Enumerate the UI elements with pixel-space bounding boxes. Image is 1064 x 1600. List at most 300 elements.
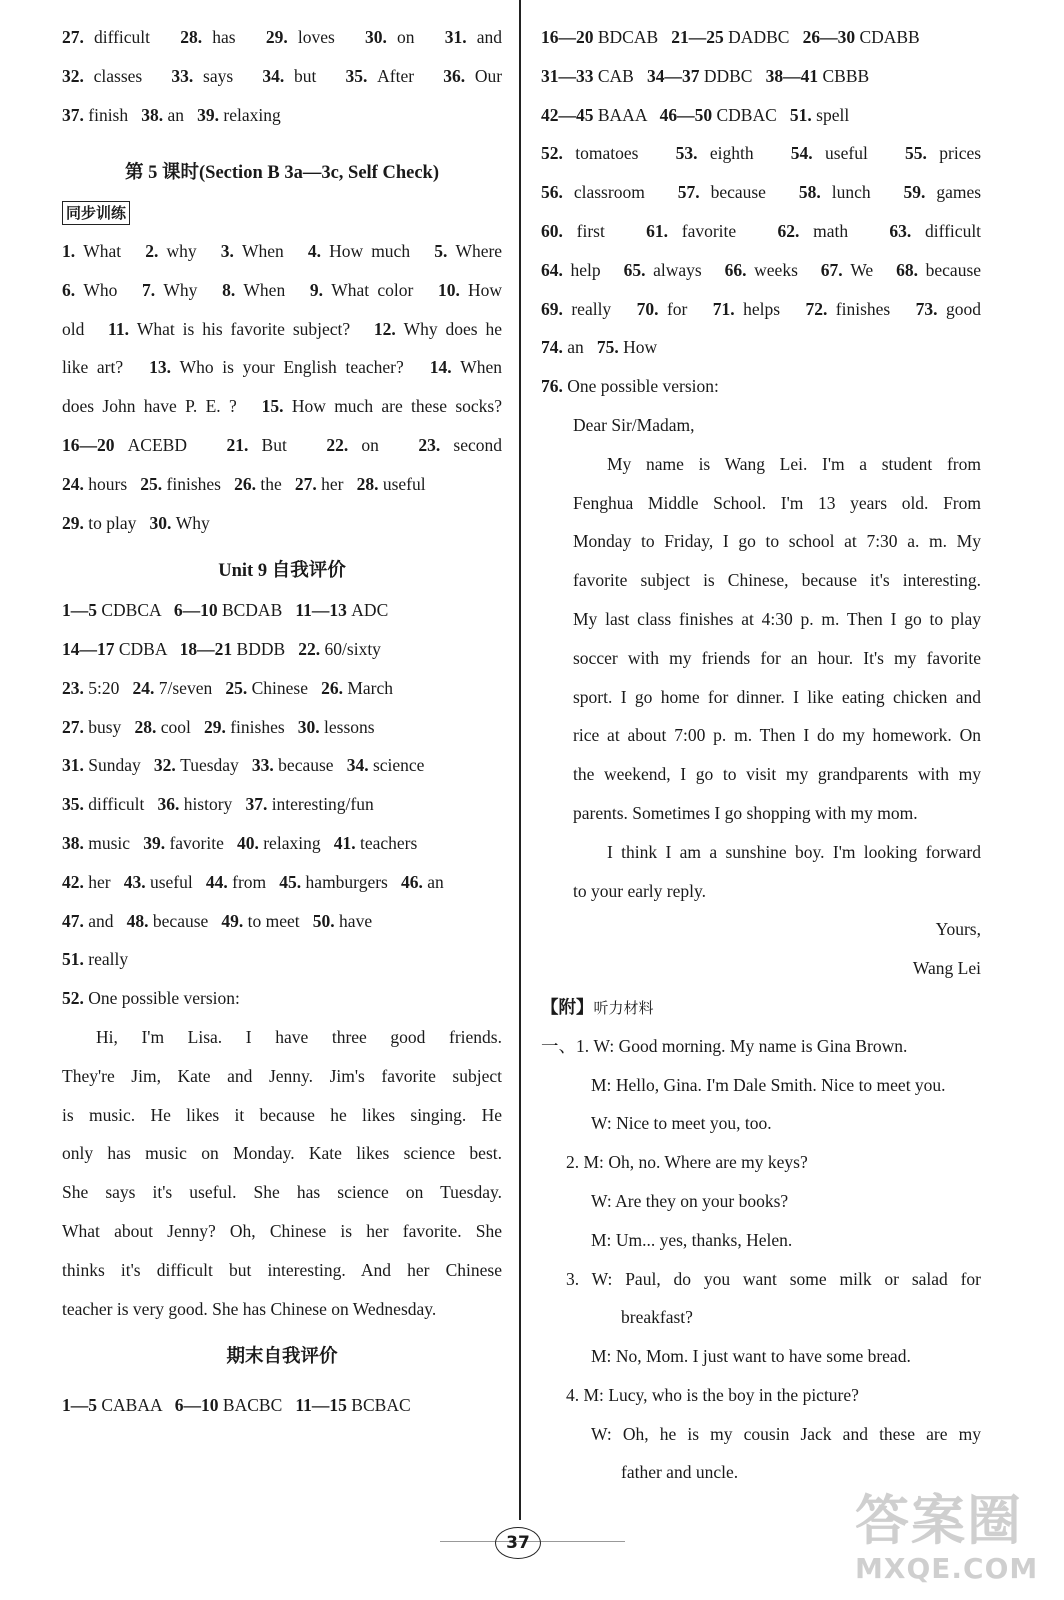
answer-text: eighth xyxy=(709,143,754,164)
dialogue-text: Um... yes, thanks, Helen. xyxy=(615,1229,793,1250)
answer-item xyxy=(676,143,754,163)
answer-text: CABAA xyxy=(101,1395,162,1416)
answer-text: interesting/fun xyxy=(271,794,374,815)
answer-number: 52. xyxy=(541,143,563,164)
answer-number: 8. xyxy=(222,279,236,300)
essay-line: She says it's useful. She has science on Tuesday. xyxy=(62,1182,502,1203)
answer-item xyxy=(374,319,502,339)
answer-text: Our xyxy=(474,65,503,86)
answer-text: Why xyxy=(175,512,210,533)
letter-closing: Yours, xyxy=(935,919,981,940)
answer-item xyxy=(175,1395,282,1415)
letter-line: I think I am a sunshine boy. I'm looking forward xyxy=(607,841,981,862)
answer-number: 30. xyxy=(365,27,387,47)
answer-text: from xyxy=(232,871,267,892)
answer-item xyxy=(298,717,375,737)
dialogue-text: Nice to meet you, too. xyxy=(616,1113,772,1134)
answer-line xyxy=(62,465,502,504)
answer-number: 73. xyxy=(915,298,938,319)
answer-item xyxy=(143,833,224,853)
answer-text: help xyxy=(570,259,601,280)
answer-number: 13. xyxy=(149,357,171,378)
answer-item xyxy=(791,143,868,163)
answer-text: always xyxy=(653,259,702,280)
answer-text: BAAA xyxy=(597,104,647,125)
answer-number: 66. xyxy=(724,259,747,280)
letter-body xyxy=(541,445,981,911)
answer-number: 33. xyxy=(171,65,194,86)
answer-text: for xyxy=(666,298,688,319)
answer-number: 52. xyxy=(62,988,84,1009)
answer-number: 16—20 xyxy=(62,434,115,455)
dialogue-text: No, Mom. I just want to have some bread. xyxy=(615,1346,911,1367)
answer-line xyxy=(62,940,502,979)
answer-text: the xyxy=(260,473,282,494)
answer-line xyxy=(62,630,502,669)
answer-text: says xyxy=(203,65,234,86)
dialogue-number: 4. xyxy=(566,1384,580,1405)
answer-text: What is his favorite subject? xyxy=(136,318,351,339)
answer-text: finishes xyxy=(230,716,285,737)
answer-text: history xyxy=(183,794,233,815)
answer-number: 46. xyxy=(400,871,423,892)
answer-number: 36. xyxy=(157,794,180,815)
answer-item xyxy=(62,911,114,931)
letter-line: soccer with my friends for an hour. It's my favorite xyxy=(573,647,981,668)
answer-text: 5:20 xyxy=(88,677,120,698)
answer-number: 30. xyxy=(297,716,320,737)
letter-line: parents. Sometimes I go shopping with my mom. xyxy=(573,802,918,823)
answer-item xyxy=(889,221,981,241)
answer-text: Tuesday xyxy=(180,755,239,776)
answer-text: How much are these socks? xyxy=(291,396,502,417)
answer-text: teachers xyxy=(359,832,418,853)
answer-text: Sunday xyxy=(88,755,141,776)
letter-line: to your early reply. xyxy=(573,880,706,901)
answer-item xyxy=(62,949,128,969)
answer-text: and xyxy=(476,27,503,47)
answer-number: 37. xyxy=(245,794,268,815)
answer-item xyxy=(108,319,350,339)
speaker-label: M: xyxy=(583,1152,604,1173)
answer-text: because xyxy=(925,259,982,280)
essay-line: thinks it's difficult but interesting. And her Chinese xyxy=(62,1259,502,1280)
answer-item xyxy=(62,513,136,533)
dialogue-number: 一、1. xyxy=(541,1035,590,1056)
answer-item xyxy=(541,182,645,202)
answer-number: 1. xyxy=(62,240,76,261)
answer-text: hours xyxy=(88,473,128,494)
answer-item xyxy=(678,182,766,202)
answer-text: difficult xyxy=(93,27,151,47)
answer-item xyxy=(916,299,981,319)
answer-text: to play xyxy=(88,512,137,533)
answer-number: 1—5 xyxy=(62,1395,97,1416)
answer-item xyxy=(62,678,119,698)
answer-text: why xyxy=(166,240,197,261)
answer-item xyxy=(62,1395,162,1415)
answer-text: tomatoes xyxy=(575,143,639,164)
answer-number: 11—15 xyxy=(295,1395,347,1416)
dialogue-line xyxy=(541,1260,981,1299)
answer-text: and xyxy=(88,910,114,931)
answer-item xyxy=(541,260,601,280)
listening-material xyxy=(541,1027,981,1493)
answer-text: CBBB xyxy=(822,65,870,86)
answer-number: 38. xyxy=(62,832,84,853)
answer-line xyxy=(62,348,502,387)
answer-item xyxy=(418,435,502,455)
answer-text: useful xyxy=(149,871,193,892)
answer-text: But xyxy=(261,434,287,455)
answer-item xyxy=(346,66,415,86)
column-divider xyxy=(519,0,521,1520)
answer-number: 34. xyxy=(262,65,285,86)
answer-item xyxy=(222,280,285,300)
answer-text: old xyxy=(62,318,85,339)
answer-text: When xyxy=(241,240,284,261)
answer-item xyxy=(206,872,266,892)
speaker-label: M: xyxy=(583,1384,604,1405)
unit-9-heading: Unit 9 自我评价 xyxy=(218,561,346,582)
answer-item xyxy=(62,717,121,737)
answer-item xyxy=(799,182,871,202)
answer-text: because xyxy=(152,910,209,931)
answer-text: relaxing xyxy=(223,104,281,125)
dialogue-line xyxy=(541,1415,981,1454)
answer-item xyxy=(298,639,381,659)
answer-number: 55. xyxy=(904,143,927,164)
dialogue-line xyxy=(541,1298,981,1337)
answer-item xyxy=(438,280,502,300)
answer-text: hamburgers xyxy=(305,871,388,892)
dialogue-number: 2. xyxy=(566,1152,580,1173)
answer-number: 23. xyxy=(62,677,84,698)
answer-number: 49. xyxy=(221,910,244,931)
answer-text: really xyxy=(88,949,129,970)
speaker-label: W: xyxy=(591,1113,612,1134)
answer-item xyxy=(821,260,873,280)
answer-number: 51. xyxy=(789,104,812,125)
speaker-label: W: xyxy=(593,1035,615,1056)
answer-text: like art? xyxy=(62,357,124,378)
answer-item xyxy=(541,27,658,47)
dialogue-line xyxy=(541,1104,981,1143)
answer-number: 28. xyxy=(134,716,157,737)
speaker-label: M: xyxy=(591,1346,612,1367)
answer-text: BDDB xyxy=(236,638,286,659)
answer-item xyxy=(541,299,611,319)
speaker-label: M: xyxy=(591,1074,612,1095)
answer-line xyxy=(62,824,502,863)
answer-item xyxy=(262,396,502,416)
answer-text: favorite xyxy=(681,220,737,241)
dialogue-text: Oh, he is my cousin Jack and these are my xyxy=(622,1423,981,1444)
answer-item xyxy=(62,474,127,494)
answer-item xyxy=(234,474,282,494)
answer-text: How much xyxy=(329,240,411,261)
answer-item xyxy=(62,105,128,125)
answer-text: What color xyxy=(331,279,414,300)
answer-item xyxy=(803,27,920,47)
answer-item xyxy=(225,678,308,698)
answer-text: lessons xyxy=(324,716,375,737)
answer-number: 72. xyxy=(805,298,828,319)
answer-text: favorite xyxy=(169,832,224,853)
answer-text: How xyxy=(468,279,503,300)
answer-number: 26. xyxy=(321,677,343,698)
answer-line xyxy=(541,57,981,96)
answer-number: 37. xyxy=(62,104,84,125)
answer-text: classes xyxy=(93,65,143,86)
answer-line xyxy=(541,134,981,173)
answer-number: 70. xyxy=(636,298,659,319)
answer-item xyxy=(62,794,144,814)
answer-number: 33. xyxy=(251,755,274,776)
answer-text: BACBC xyxy=(222,1395,283,1416)
answer-number: 28. xyxy=(356,473,379,494)
answer-text: her xyxy=(321,473,344,494)
answer-number: 71. xyxy=(712,298,735,319)
answer-item xyxy=(62,639,167,659)
answer-number: 12. xyxy=(373,318,396,339)
answer-number: 6—10 xyxy=(174,1395,219,1416)
answer-line xyxy=(541,18,981,57)
section-5-heading: 第 5 课时(Section B 3a—3c, Self Check) xyxy=(125,163,439,184)
answer-text: useful xyxy=(382,473,426,494)
answer-text: spell xyxy=(816,104,850,125)
letter-greeting: Dear Sir/Madam, xyxy=(573,414,695,435)
answer-item xyxy=(62,833,130,853)
answer-item xyxy=(62,66,142,86)
answer-number: 42—45 xyxy=(541,104,594,125)
answer-line xyxy=(541,290,981,329)
answer-item xyxy=(204,717,285,737)
answer-item xyxy=(308,241,410,261)
answer-item xyxy=(197,105,281,125)
answer-item xyxy=(62,396,237,416)
answer-text: DDBC xyxy=(703,65,753,86)
answer-text: difficult xyxy=(88,794,145,815)
answer-number: 24. xyxy=(132,677,155,698)
answer-text: Where xyxy=(455,240,503,261)
answer-item xyxy=(310,280,413,300)
answer-item xyxy=(295,1395,410,1415)
answer-number: 24. xyxy=(62,473,84,494)
answer-item xyxy=(62,280,117,300)
answer-number: 25. xyxy=(140,473,163,494)
answer-number: 60. xyxy=(541,220,563,241)
answer-item xyxy=(805,299,890,319)
answer-number: 74. xyxy=(541,337,563,358)
dialogue-line xyxy=(541,1337,981,1376)
answer-number: 40. xyxy=(236,832,259,853)
answer-number: 34. xyxy=(346,755,369,776)
answer-item xyxy=(262,66,316,86)
answer-text: classroom xyxy=(573,182,645,203)
answer-number: 51. xyxy=(62,949,84,970)
answer-text: One possible version: xyxy=(88,988,240,1009)
answer-number: 62. xyxy=(777,220,800,241)
answer-item xyxy=(646,221,736,241)
answer-item xyxy=(62,600,161,620)
answer-text: on xyxy=(361,434,379,455)
answer-item xyxy=(541,105,647,125)
dialogue-text: Oh, no. Where are my keys? xyxy=(608,1152,808,1173)
answer-item xyxy=(347,755,425,775)
answer-text: to meet xyxy=(247,910,300,931)
answer-number: 39. xyxy=(143,832,166,853)
answer-number: 54. xyxy=(790,143,813,164)
answer-number: 16—20 xyxy=(541,27,594,47)
answer-number: 61. xyxy=(646,220,668,241)
watermark-url: MXQE.COM xyxy=(855,1552,1039,1585)
letter-line: rice at about 7:00 p. m. Then I do my homework. On xyxy=(573,725,981,746)
final-heading: 期末自我评价 xyxy=(226,1347,338,1368)
right-column xyxy=(541,18,981,1492)
answer-number: 15. xyxy=(261,396,284,417)
answer-line xyxy=(541,173,981,212)
answer-item xyxy=(597,337,657,357)
answer-text: After xyxy=(377,65,415,86)
letter-line: Fenghua Middle School. I'm 13 years old. From xyxy=(573,492,981,513)
answer-line xyxy=(62,232,502,271)
answer-number: 32. xyxy=(153,755,176,776)
answer-text: CAB xyxy=(597,65,634,86)
answer-text: really xyxy=(571,298,612,319)
answer-number: 11. xyxy=(108,318,129,339)
answer-item xyxy=(149,357,404,377)
answer-line xyxy=(541,212,981,251)
letter-signature: Wang Lei xyxy=(912,958,981,979)
answer-text: have xyxy=(339,910,373,931)
answer-item xyxy=(295,600,388,620)
answer-item xyxy=(221,911,299,931)
answer-item xyxy=(713,299,780,319)
speaker-label: M: xyxy=(591,1229,612,1250)
answer-number: 76. xyxy=(541,376,563,397)
answer-number: 6—10 xyxy=(173,600,218,621)
answer-item xyxy=(334,833,418,853)
answer-number: 64. xyxy=(541,259,563,280)
answer-line xyxy=(62,271,502,310)
answer-line xyxy=(541,328,981,367)
answer-item xyxy=(279,872,388,892)
answer-text: ACEBD xyxy=(127,434,187,455)
answer-number: 67. xyxy=(820,259,843,280)
answer-number: 63. xyxy=(889,220,912,241)
answer-text: ADC xyxy=(351,600,389,621)
dialogue-text: father and uncle. xyxy=(621,1462,739,1483)
answer-text: How xyxy=(623,337,658,358)
answer-text: Who xyxy=(83,279,118,300)
answer-line xyxy=(541,367,981,406)
essay-line: Hi, I'm Lisa. I have three good friends. xyxy=(96,1026,502,1047)
dialogue-text: Hello, Gina. I'm Dale Smith. Nice to meet you. xyxy=(615,1074,946,1095)
letter-line: My last class finishes at 4:30 p. m. Then I go to play xyxy=(573,608,981,629)
answer-text: difficult xyxy=(924,220,982,241)
answer-number: 11—13 xyxy=(295,600,347,621)
answer-item xyxy=(777,221,848,241)
answer-text: When xyxy=(460,357,503,378)
answer-item xyxy=(226,435,286,455)
dialogue-line xyxy=(541,1182,981,1221)
answer-item xyxy=(62,435,187,455)
answer-text: cool xyxy=(160,716,191,737)
answer-item xyxy=(766,66,870,86)
answer-text: CDBA xyxy=(118,638,167,659)
answer-text: What xyxy=(83,240,122,261)
answer-number: 59. xyxy=(903,182,926,203)
answer-item xyxy=(541,221,605,241)
answer-text: but xyxy=(293,65,317,86)
answer-text: an xyxy=(567,337,584,358)
left-column xyxy=(62,18,502,1425)
answer-number: 53. xyxy=(675,143,698,164)
answer-item xyxy=(541,337,584,357)
answer-number: 5. xyxy=(434,240,448,261)
answer-item xyxy=(904,182,982,202)
answer-text: helps xyxy=(743,298,781,319)
answer-item xyxy=(171,66,233,86)
answer-item xyxy=(150,513,210,533)
answer-item xyxy=(174,600,282,620)
answer-text: because xyxy=(278,755,334,776)
answer-text: Why does he xyxy=(403,318,503,339)
dialogue-line xyxy=(541,1143,981,1182)
answer-item xyxy=(313,911,372,931)
answer-text: weeks xyxy=(754,259,798,280)
dialogue-text: Paul, do you want some milk or salad for xyxy=(625,1268,981,1289)
answer-item xyxy=(445,27,502,47)
answer-line xyxy=(62,96,502,135)
answer-number: 75. xyxy=(596,337,619,358)
answer-number: 50. xyxy=(312,910,335,931)
answer-item xyxy=(365,27,414,47)
answer-text: finishes xyxy=(835,298,891,319)
answer-text: DADBC xyxy=(728,27,790,47)
answer-item xyxy=(647,66,753,86)
dialogue-line xyxy=(541,1221,981,1260)
dialogue-text: Good morning. My name is Gina Brown. xyxy=(618,1035,908,1056)
answer-number: 23. xyxy=(418,434,441,455)
answer-item xyxy=(357,474,426,494)
answer-item xyxy=(62,872,111,892)
answer-text: Why xyxy=(163,279,198,300)
answer-text: loves xyxy=(297,27,335,47)
essay-line: They're Jim, Kate and Jenny. Jim's favorite subject xyxy=(62,1065,502,1086)
answer-line xyxy=(62,387,502,426)
answer-line xyxy=(62,979,502,1018)
answer-line xyxy=(541,96,981,135)
speaker-label: W: xyxy=(591,1268,613,1289)
answer-text: BCBAC xyxy=(351,1395,411,1416)
answer-line xyxy=(62,591,502,630)
answer-number: 22. xyxy=(326,434,349,455)
answer-number: 29. xyxy=(203,716,226,737)
answer-line xyxy=(541,251,981,290)
essay-52 xyxy=(62,1018,502,1328)
answer-number: 31. xyxy=(62,755,84,776)
answer-number: 47. xyxy=(62,910,84,931)
dialogue-text: Are they on your books? xyxy=(615,1190,789,1211)
watermark-logo xyxy=(855,1490,1055,1600)
watermark-text: 答案圈 xyxy=(855,1489,1023,1552)
dialogue-line xyxy=(541,1066,981,1105)
answer-item xyxy=(541,143,638,163)
answer-number: 58. xyxy=(798,182,821,203)
answer-text: Chinese xyxy=(251,677,308,698)
